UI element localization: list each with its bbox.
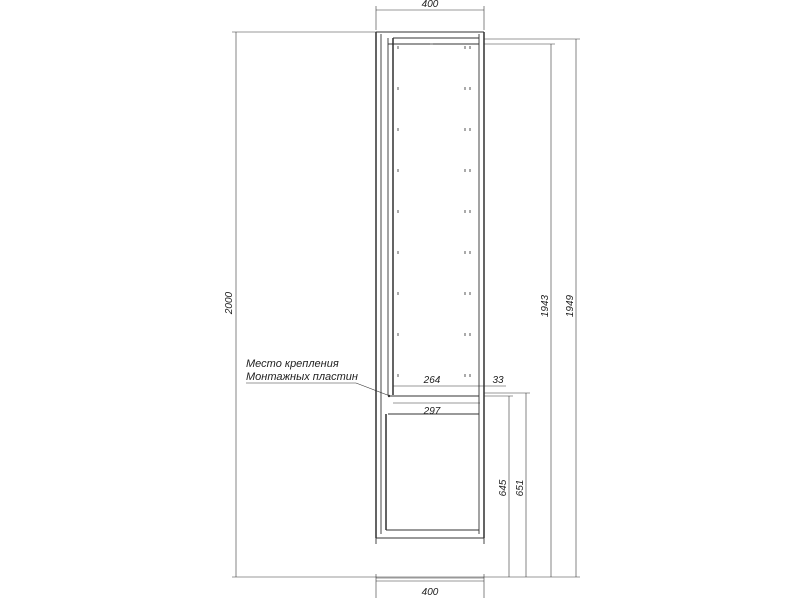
dimension-height-total — [224, 32, 580, 577]
dimension-width-bottom — [376, 574, 484, 598]
annotation-line-2: Монтажных пластин — [246, 371, 358, 383]
dimension-inner-297 — [393, 403, 480, 417]
dim-height-645-label: 645 — [498, 479, 509, 497]
mounting-plate-annotation — [246, 358, 390, 397]
dimension-width-top — [376, 0, 484, 30]
dim-gap-33-label: 33 — [492, 375, 504, 386]
dim-inner-297-label: 297 — [423, 406, 441, 417]
dim-height-1949-label: 1949 — [565, 294, 576, 318]
dim-width-bottom-label: 400 — [421, 587, 439, 598]
dim-width-top-label: 400 — [421, 0, 439, 10]
annotation-line-1: Место крепления — [246, 358, 339, 370]
dim-inner-264-label: 264 — [423, 375, 441, 386]
dim-height-651-label: 651 — [515, 479, 526, 497]
dim-height-total-label: 2000 — [224, 291, 235, 315]
dimension-inner-264 — [393, 375, 480, 386]
mounting-point-marker — [388, 395, 390, 397]
dimension-height-645 — [484, 396, 513, 577]
cabinet-outline — [376, 32, 484, 544]
dim-height-1943-label: 1943 — [540, 294, 551, 318]
